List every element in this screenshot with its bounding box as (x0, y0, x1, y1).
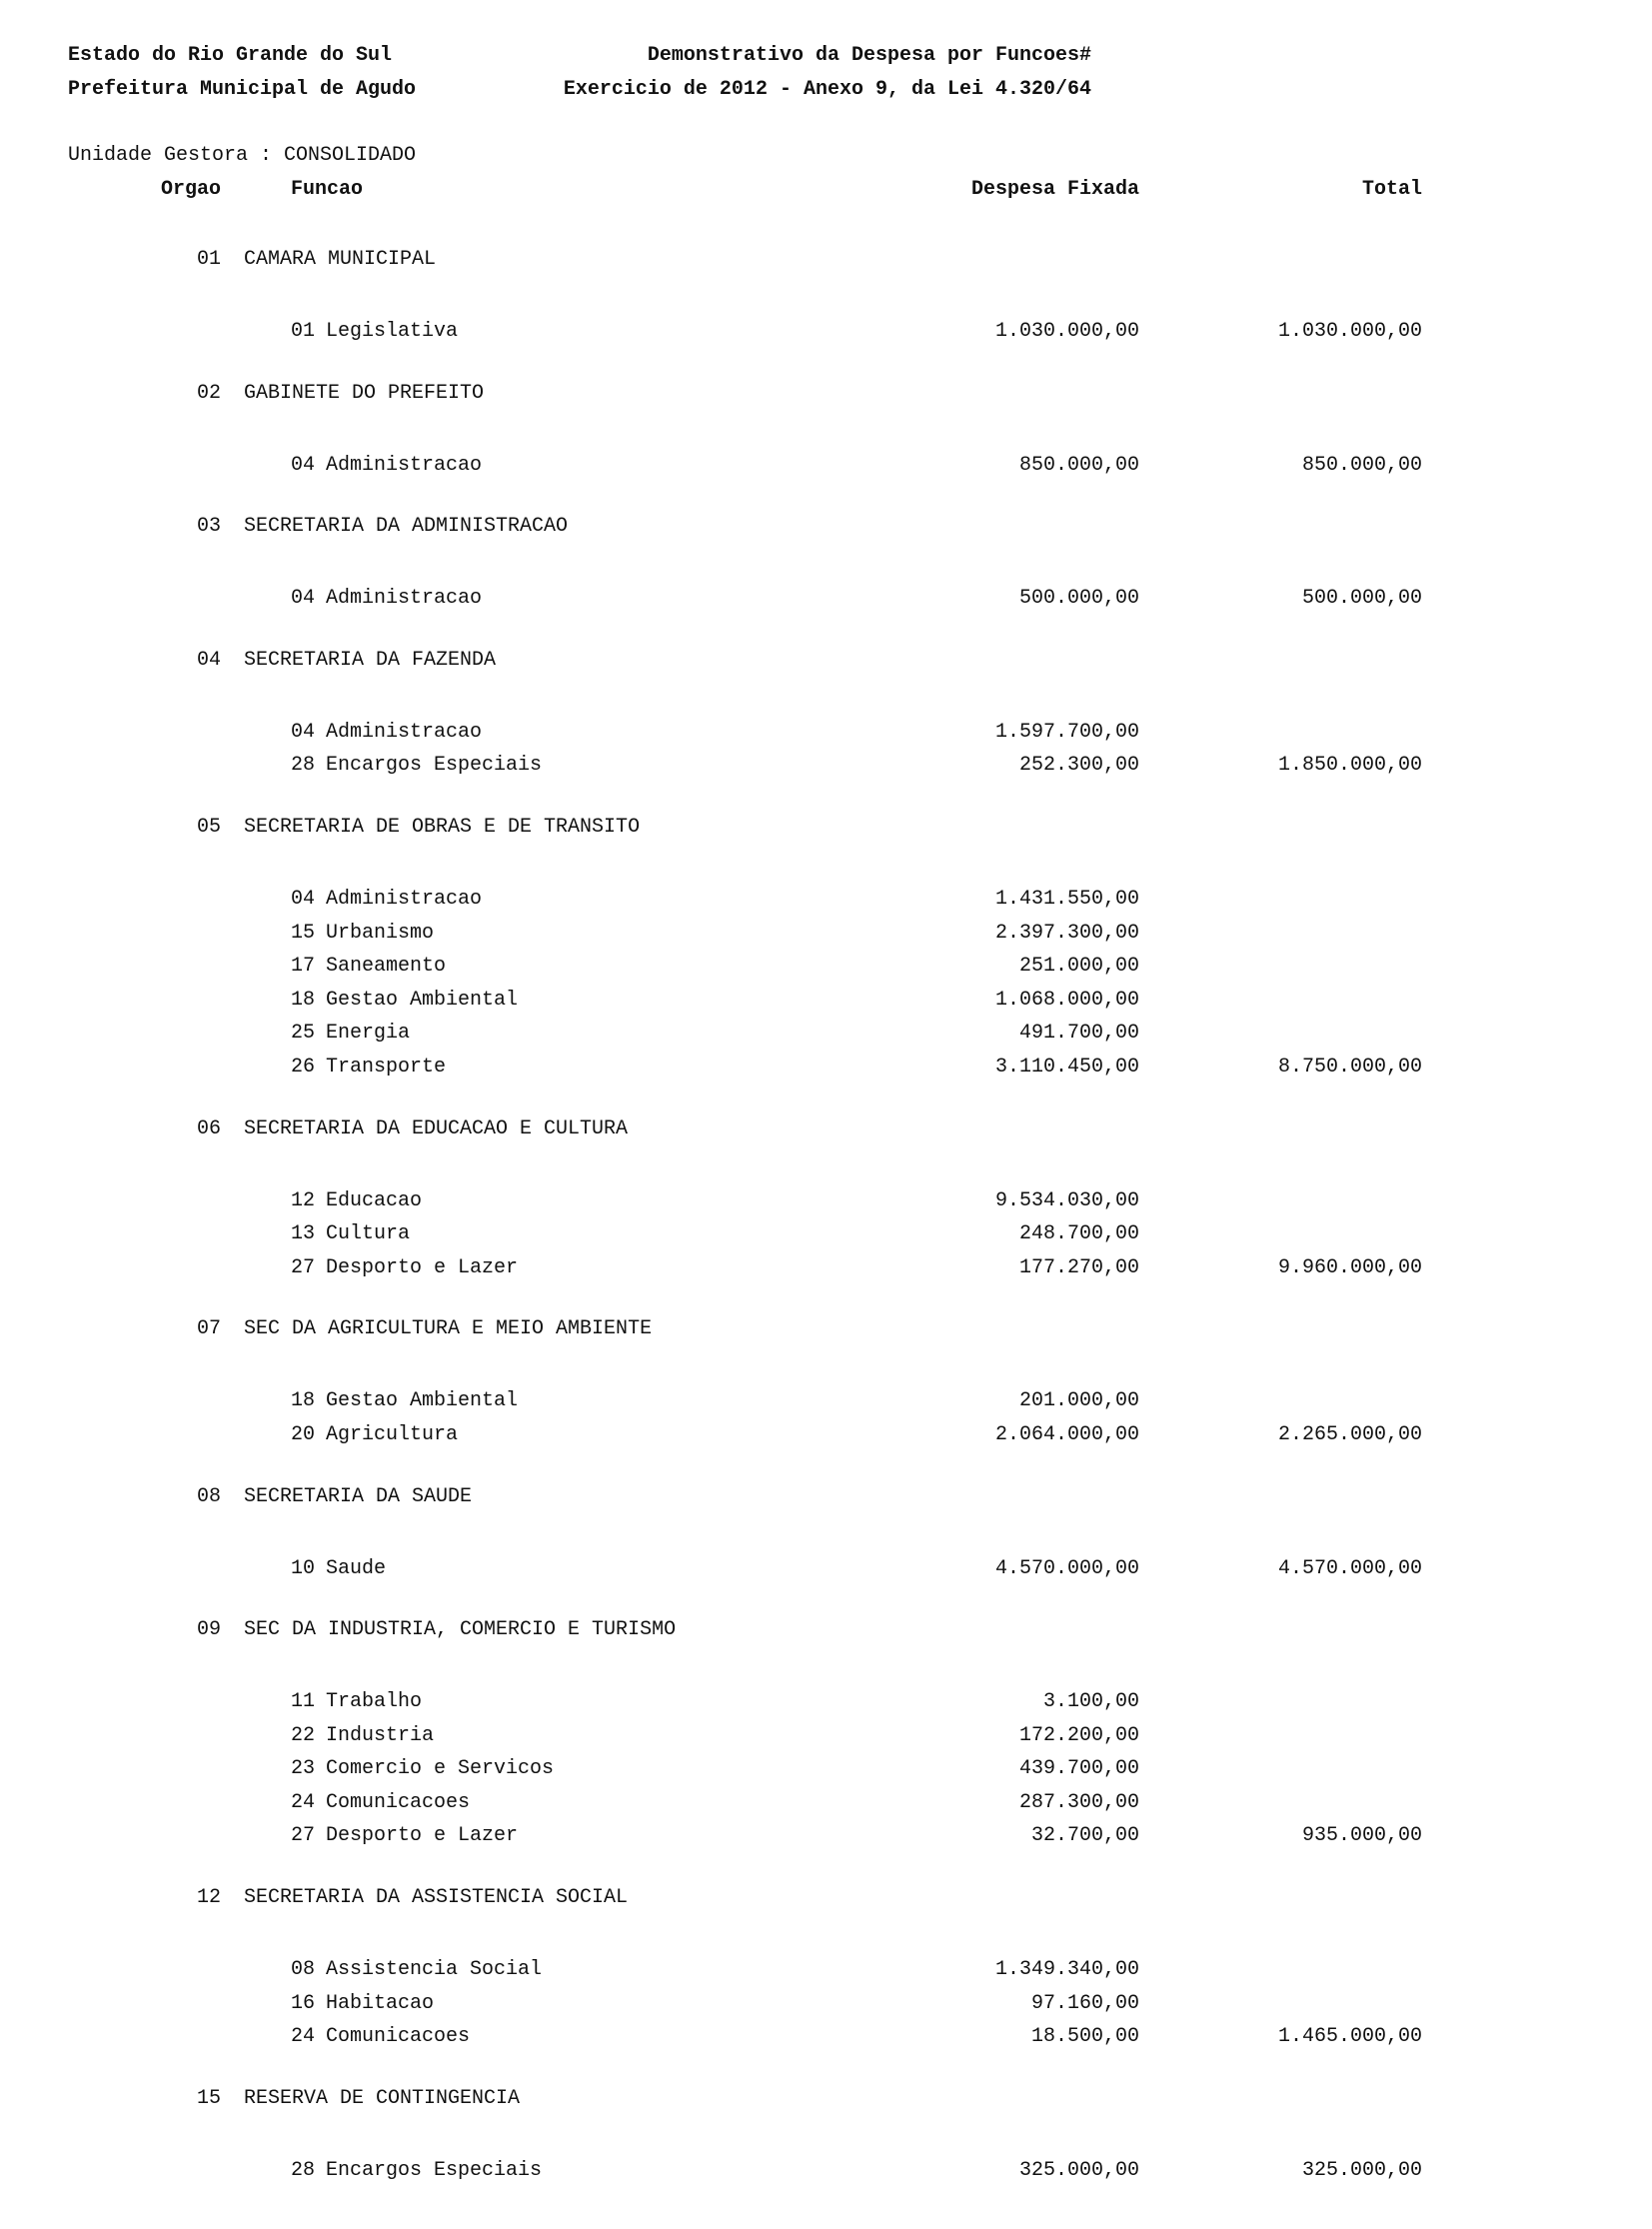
orgao-block (0, 1886, 1652, 2054)
funcao-row (0, 1752, 1652, 1786)
orgao-heading (0, 816, 1652, 850)
despesa-fixada-value: 32.700,00 (1030, 1824, 1139, 1848)
funcao-name: Gestao Ambiental (326, 988, 519, 1012)
total-value: 1.465.000,00 (1277, 2025, 1422, 2049)
funcao-name: Comunicacoes (326, 2025, 471, 2049)
funcao-name: Gestao Ambiental (326, 1389, 519, 1413)
funcao-code: 27 (291, 1824, 316, 1848)
funcao-code: 25 (291, 1022, 316, 1046)
funcao-name: Comunicacoes (326, 1790, 471, 1814)
unidade-gestora: Unidade Gestora : CONSOLIDADO (68, 144, 417, 167)
orgao-name: SECRETARIA DE OBRAS E DE TRANSITO (244, 815, 641, 839)
funcao-code: 15 (291, 921, 316, 945)
despesa-fixada-value: 500.000,00 (1018, 587, 1139, 611)
despesa-fixada-value: 9.534.030,00 (994, 1188, 1139, 1212)
orgao-name: SECRETARIA DA EDUCACAO E CULTURA (244, 1116, 629, 1140)
funcao-code: 11 (291, 1690, 316, 1714)
total-value: 850.000,00 (1301, 453, 1422, 477)
funcao-code: 20 (291, 1422, 316, 1446)
funcao-name: Saude (326, 1556, 387, 1580)
despesa-fixada-value: 1.030.000,00 (994, 320, 1139, 343)
funcao-name: Encargos Especiais (326, 754, 543, 778)
funcao-name: Trabalho (326, 1690, 423, 1714)
funcao-row (0, 1685, 1652, 1719)
orgao-heading (0, 1618, 1652, 1652)
state-name: Estado do Rio Grande do Sul (68, 44, 393, 67)
funcao-row (0, 2154, 1652, 2188)
orgao-heading (0, 1886, 1652, 1920)
orgao-block (0, 1117, 1652, 1285)
header-line-1 (68, 44, 1091, 78)
despesa-fixada-value: 201.000,00 (1018, 1389, 1139, 1413)
funcao-name: Transporte (326, 1055, 447, 1079)
funcao-row (0, 582, 1652, 616)
funcao-name: Administracao (326, 887, 483, 911)
funcao-code: 12 (291, 1188, 316, 1212)
orgao-code: 12 (197, 1886, 222, 1910)
header-line-2 (68, 78, 1091, 112)
orgao-name: SEC DA INDUSTRIA, COMERCIO E TURISMO (244, 1618, 677, 1642)
funcao-name: Urbanismo (326, 921, 435, 945)
orgao-name: SEC DA AGRICULTURA E MEIO AMBIENTE (244, 1317, 653, 1341)
funcao-code: 04 (291, 587, 316, 611)
funcao-name: Legislativa (326, 320, 459, 343)
despesa-fixada-value: 177.270,00 (1018, 1255, 1139, 1279)
orgao-block (0, 382, 1652, 483)
funcao-row (0, 1719, 1652, 1753)
despesa-fixada-value: 850.000,00 (1018, 453, 1139, 477)
orgao-heading (0, 1485, 1652, 1519)
funcao-code: 18 (291, 1389, 316, 1413)
funcao-name: Desporto e Lazer (326, 1824, 519, 1848)
despesa-fixada-value: 3.100,00 (1042, 1690, 1139, 1714)
despesa-fixada-value: 97.160,00 (1030, 1991, 1139, 2015)
funcao-code: 10 (291, 1556, 316, 1580)
funcao-name: Energia (326, 1022, 411, 1046)
orgao-name: RESERVA DE CONTINGENCIA (244, 2086, 521, 2110)
funcao-name: Industria (326, 1723, 435, 1747)
funcao-name: Habitacao (326, 1991, 435, 2015)
funcao-row (0, 1217, 1652, 1251)
orgao-heading (0, 1117, 1652, 1151)
col-funcao: Funcao (291, 178, 364, 201)
funcao-name: Administracao (326, 720, 483, 744)
despesa-fixada-value: 1.597.700,00 (994, 720, 1139, 744)
despesa-fixada-value: 1.431.550,00 (994, 887, 1139, 911)
funcao-row (0, 917, 1652, 951)
total-value: 4.570.000,00 (1277, 1556, 1422, 1580)
orgao-code: 09 (197, 1618, 222, 1642)
funcao-code: 22 (291, 1723, 316, 1747)
funcao-name: Desporto e Lazer (326, 1255, 519, 1279)
orgao-name: SECRETARIA DA ASSISTENCIA SOCIAL (244, 1886, 629, 1910)
funcao-code: 24 (291, 2025, 316, 2049)
orgao-block (0, 649, 1652, 783)
orgao-block (0, 1618, 1652, 1853)
orgao-block (0, 1485, 1652, 1586)
orgao-code: 15 (197, 2086, 222, 2110)
funcao-code: 17 (291, 955, 316, 979)
funcao-row (0, 1819, 1652, 1853)
orgao-code: 05 (197, 815, 222, 839)
funcao-row (0, 1418, 1652, 1452)
funcao-code: 04 (291, 720, 316, 744)
funcao-name: Cultura (326, 1222, 411, 1246)
funcao-row (0, 1184, 1652, 1218)
orgao-name: SECRETARIA DA FAZENDA (244, 648, 497, 672)
funcao-name: Comercio e Servicos (326, 1757, 555, 1781)
orgao-name: SECRETARIA DA ADMINISTRACAO (244, 515, 569, 539)
despesa-fixada-value: 325.000,00 (1018, 2158, 1139, 2182)
despesa-fixada-value: 2.397.300,00 (994, 921, 1139, 945)
orgao-code: 08 (197, 1484, 222, 1508)
orgao-heading (0, 248, 1652, 282)
orgao-block (0, 816, 1652, 1085)
funcao-code: 16 (291, 1991, 316, 2015)
funcao-code: 28 (291, 2158, 316, 2182)
despesa-fixada-value: 2.064.000,00 (994, 1422, 1139, 1446)
funcao-name: Administracao (326, 587, 483, 611)
report-subtitle: Exercicio de 2012 - Anexo 9, da Lei 4.320/64 (563, 78, 1091, 101)
funcao-row (0, 716, 1652, 750)
funcao-row (0, 950, 1652, 984)
orgao-heading (0, 382, 1652, 416)
funcao-code: 23 (291, 1757, 316, 1781)
funcao-name: Administracao (326, 453, 483, 477)
municipality-name: Prefeitura Municipal de Agudo (68, 78, 417, 101)
orgao-code: 06 (197, 1116, 222, 1140)
funcao-row (0, 1051, 1652, 1085)
orgao-block (0, 1317, 1652, 1451)
funcao-code: 26 (291, 1055, 316, 1079)
despesa-fixada-value: 1.349.340,00 (994, 1958, 1139, 1982)
funcao-row (0, 1953, 1652, 1987)
orgao-name: GABINETE DO PREFEITO (244, 381, 485, 405)
orgao-block (0, 515, 1652, 616)
orgao-heading (0, 2087, 1652, 2121)
despesa-fixada-value: 439.700,00 (1018, 1757, 1139, 1781)
funcao-code: 28 (291, 754, 316, 778)
orgao-code: 01 (197, 248, 222, 271)
funcao-name: Educacao (326, 1188, 423, 1212)
funcao-code: 04 (291, 453, 316, 477)
orgao-name: CAMARA MUNICIPAL (244, 248, 437, 271)
despesa-fixada-value: 3.110.450,00 (994, 1055, 1139, 1079)
total-value: 8.750.000,00 (1277, 1055, 1422, 1079)
orgao-code: 07 (197, 1317, 222, 1341)
orgao-heading (0, 649, 1652, 683)
orgao-code: 02 (197, 381, 222, 405)
total-value: 1.030.000,00 (1277, 320, 1422, 343)
funcao-code: 27 (291, 1255, 316, 1279)
funcao-row (0, 984, 1652, 1018)
total-value: 500.000,00 (1301, 587, 1422, 611)
orgao-heading (0, 515, 1652, 549)
col-total: Total (1361, 178, 1422, 201)
col-orgao: Orgao (161, 178, 222, 201)
despesa-fixada-value: 287.300,00 (1018, 1790, 1139, 1814)
report-body (0, 215, 1652, 2187)
funcao-code: 13 (291, 1222, 316, 1246)
funcao-name: Assistencia Social (326, 1958, 543, 1982)
total-value: 9.960.000,00 (1277, 1255, 1422, 1279)
funcao-code: 18 (291, 988, 316, 1012)
funcao-name: Saneamento (326, 955, 447, 979)
column-headers (0, 178, 1652, 212)
funcao-code: 01 (291, 320, 316, 343)
funcao-row (0, 1251, 1652, 1285)
funcao-row (0, 1786, 1652, 1820)
funcao-code: 08 (291, 1958, 316, 1982)
total-value: 325.000,00 (1301, 2158, 1422, 2182)
orgao-code: 03 (197, 515, 222, 539)
funcao-row (0, 883, 1652, 917)
report-title: Demonstrativo da Despesa por Funcoes# (647, 44, 1091, 67)
total-value: 935.000,00 (1301, 1824, 1422, 1848)
orgao-heading (0, 1317, 1652, 1351)
funcao-row (0, 1987, 1652, 2021)
despesa-fixada-value: 4.570.000,00 (994, 1556, 1139, 1580)
funcao-name: Encargos Especiais (326, 2158, 543, 2182)
total-value: 1.850.000,00 (1277, 754, 1422, 778)
funcao-code: 04 (291, 887, 316, 911)
funcao-row (0, 749, 1652, 783)
funcao-row (0, 1017, 1652, 1051)
orgao-name: SECRETARIA DA SAUDE (244, 1484, 473, 1508)
funcao-row (0, 2020, 1652, 2054)
funcao-row (0, 315, 1652, 349)
funcao-row (0, 1552, 1652, 1586)
col-despesa-fixada: Despesa Fixada (970, 178, 1139, 201)
despesa-fixada-value: 172.200,00 (1018, 1723, 1139, 1747)
despesa-fixada-value: 1.068.000,00 (994, 988, 1139, 1012)
funcao-row (0, 1384, 1652, 1418)
despesa-fixada-value: 252.300,00 (1018, 754, 1139, 778)
despesa-fixada-value: 251.000,00 (1018, 955, 1139, 979)
total-value: 2.265.000,00 (1277, 1422, 1422, 1446)
orgao-code: 04 (197, 648, 222, 672)
orgao-block (0, 248, 1652, 349)
funcao-code: 24 (291, 1790, 316, 1814)
despesa-fixada-value: 491.700,00 (1018, 1022, 1139, 1046)
orgao-block (0, 2087, 1652, 2188)
despesa-fixada-value: 18.500,00 (1030, 2025, 1139, 2049)
funcao-name: Agricultura (326, 1422, 459, 1446)
funcao-row (0, 449, 1652, 483)
despesa-fixada-value: 248.700,00 (1018, 1222, 1139, 1246)
